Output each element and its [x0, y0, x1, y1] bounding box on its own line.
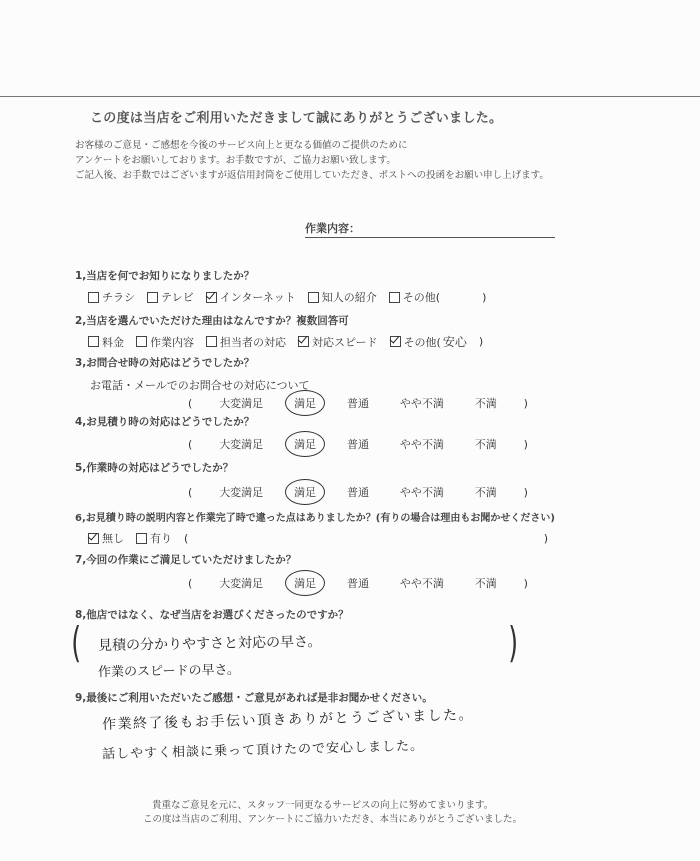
- q1-question: 1,当店を何でお知りになりましたか？: [75, 270, 255, 282]
- scale-open-paren: (: [188, 485, 193, 499]
- scale-option-label: 満足: [294, 397, 317, 410]
- scale-open-paren: (: [188, 576, 193, 590]
- q1-option[interactable]: [389, 289, 440, 305]
- scale-option-selected[interactable]: [290, 436, 320, 452]
- q1-option[interactable]: [308, 289, 377, 305]
- checkbox[interactable]: [88, 336, 99, 347]
- footer-line-2: この度は当店のご利用、アンケートにご協力いただき、本当にありがとうございました。: [143, 814, 523, 825]
- q9-answer-line-1: 作業終了後もお手伝い頂きありがとうございました。: [101, 707, 475, 733]
- checkbox[interactable]: [136, 533, 147, 544]
- q6-question: 6,お見積り時の説明内容と作業完了時で違った点はありましたか？(有りの場合は理由もお聞かせください): [75, 513, 555, 524]
- scale-close-paren: ): [523, 396, 528, 410]
- intro-line-1: お客様のご意見・ご感想を今後のサービス向上と更なる価値のご提供のために: [75, 140, 408, 151]
- scale-option[interactable]: 不満: [474, 577, 497, 590]
- q1-option[interactable]: [88, 289, 135, 305]
- scale-option[interactable]: 大変満足: [219, 397, 264, 410]
- q6-option[interactable]: [88, 530, 124, 546]
- q2-question: 2,当店を選んでいただけた理由はなんですか？複数回答可: [75, 315, 349, 327]
- q6-option-label: 有り: [150, 532, 172, 545]
- scale-option[interactable]: 不満: [474, 486, 497, 499]
- q2-option-label: 担当者の対応: [220, 335, 286, 349]
- scale-option[interactable]: 大変満足: [219, 577, 264, 590]
- scale-option[interactable]: 普通: [346, 486, 369, 499]
- scale-open-paren: (: [188, 396, 193, 410]
- checkbox[interactable]: [308, 292, 319, 303]
- page-title: この度は当店をご利用いただきまして誠にありがとうございました。: [90, 111, 503, 126]
- q5-scale: [188, 484, 528, 500]
- q8-answer-line-2: 作業のスピードの早さ。: [97, 662, 241, 681]
- scale-open-paren: (: [188, 437, 193, 451]
- q8-open-bracket: (: [71, 618, 82, 667]
- q9-question: 9,最後にご利用いただいたご感想・ご意見があれば是非お聞かせください。: [75, 692, 433, 704]
- checkbox-checked[interactable]: [88, 533, 99, 544]
- top-rule: [0, 96, 700, 97]
- scale-close-paren: ): [523, 576, 528, 590]
- selection-circle: [285, 570, 325, 596]
- scale-option-selected[interactable]: [290, 484, 320, 500]
- footer-line-1: 貴重なご意見を元に、スタッフ一同更なるサービスの向上に努めてまいります。: [152, 800, 494, 811]
- scale-option[interactable]: やや不満: [399, 397, 444, 410]
- q1-option-label: テレビ: [161, 291, 194, 304]
- scale-option[interactable]: 普通: [346, 577, 369, 590]
- scale-option[interactable]: 不満: [474, 438, 497, 451]
- q6-close-paren: ): [543, 531, 548, 545]
- checkbox[interactable]: [136, 336, 147, 347]
- checkbox-checked[interactable]: [390, 336, 401, 347]
- q3-sub: お電話・メールでのお問合せの対応について: [90, 379, 310, 392]
- q7-scale: [188, 575, 528, 591]
- q8-question: 8,他店ではなく、なぜ当店をお選びくださったのですか？: [75, 609, 349, 621]
- q1-option-label: チラシ: [102, 291, 135, 304]
- q1-option-label: その他(: [402, 291, 441, 304]
- q3-question: 3,お問合せ時の対応はどうでしたか？: [75, 357, 255, 369]
- q2-close-paren: ): [478, 335, 484, 348]
- q2-option[interactable]: [136, 334, 194, 350]
- scale-option[interactable]: やや不満: [399, 438, 444, 451]
- q2-option[interactable]: [390, 333, 467, 350]
- q6-option[interactable]: [136, 530, 172, 546]
- scale-option-selected[interactable]: [290, 575, 320, 591]
- scale-option-label: 満足: [294, 577, 317, 590]
- q2-options: [88, 333, 483, 350]
- checkbox-checked[interactable]: [206, 292, 217, 303]
- q1-option-label: 知人の紹介: [321, 291, 377, 304]
- scale-close-paren: ): [523, 485, 528, 499]
- q2-option[interactable]: [298, 334, 378, 350]
- selection-circle: [285, 390, 325, 416]
- q2-option-label: 料金: [102, 335, 124, 349]
- checkbox[interactable]: [206, 336, 217, 347]
- q8-close-bracket: ): [508, 618, 519, 667]
- q4-scale: [188, 436, 528, 452]
- q1-option[interactable]: [147, 289, 194, 305]
- checkbox[interactable]: [88, 292, 99, 303]
- scale-option-label: 満足: [294, 486, 317, 499]
- checkbox[interactable]: [147, 292, 158, 303]
- selection-circle: [285, 479, 325, 505]
- work-content-label: 作業内容：: [305, 222, 360, 235]
- checkbox[interactable]: [389, 292, 400, 303]
- intro-line-3: ご記入後、お手数ではございますが返信用封筒をご使用していただき、ポストへの投函をお願い申し上げます。: [75, 170, 549, 181]
- q2-option-label: 作業内容: [150, 335, 194, 349]
- q2-option[interactable]: [206, 334, 286, 350]
- scale-option[interactable]: 大変満足: [219, 486, 264, 499]
- scale-option[interactable]: 大変満足: [219, 438, 264, 451]
- q1-close-paren: ): [482, 290, 487, 304]
- q2-option[interactable]: [88, 334, 124, 350]
- checkbox-checked[interactable]: [298, 336, 309, 347]
- q1-options: [88, 289, 486, 305]
- q9-answer-line-2: 話しやすく相談に乗って頂けたので安心しました。: [101, 738, 425, 763]
- q2-other-handwritten: 安心: [442, 335, 467, 349]
- q5-question: 5,作業時の対応はどうでしたか？: [75, 462, 234, 474]
- scale-option[interactable]: やや不満: [399, 577, 444, 590]
- scale-option[interactable]: 普通: [346, 438, 369, 451]
- scale-close-paren: ): [523, 437, 528, 451]
- intro-line-2: アンケートをお願いしております。お手数ですが、ご協力お願い致します。: [75, 155, 396, 166]
- work-content-line: [305, 237, 555, 238]
- scale-option[interactable]: やや不満: [399, 486, 444, 499]
- scale-option-label: 満足: [294, 438, 317, 451]
- q3-scale: [188, 395, 528, 411]
- selection-circle: [285, 431, 325, 457]
- q8-answer-line-1: 見積の分かりやすさと対応の早さ。: [97, 634, 322, 654]
- q2-option-label: その他(: [403, 335, 441, 349]
- q1-option-label: インターネット: [219, 291, 296, 304]
- scale-option-selected[interactable]: [290, 395, 320, 411]
- q7-question: 7,今回の作業にご満足していただけましたか？: [75, 554, 297, 566]
- q6-options: [88, 530, 548, 546]
- q4-question: 4,お見積り時の対応はどうでしたか？: [75, 416, 255, 428]
- q6-open-paren: (: [184, 531, 189, 545]
- q1-option[interactable]: [206, 289, 296, 305]
- scale-option[interactable]: 不満: [474, 397, 497, 410]
- q2-option-label: 対応スピード: [312, 335, 378, 349]
- scale-option[interactable]: 普通: [346, 397, 369, 410]
- q6-option-label: 無し: [102, 532, 124, 545]
